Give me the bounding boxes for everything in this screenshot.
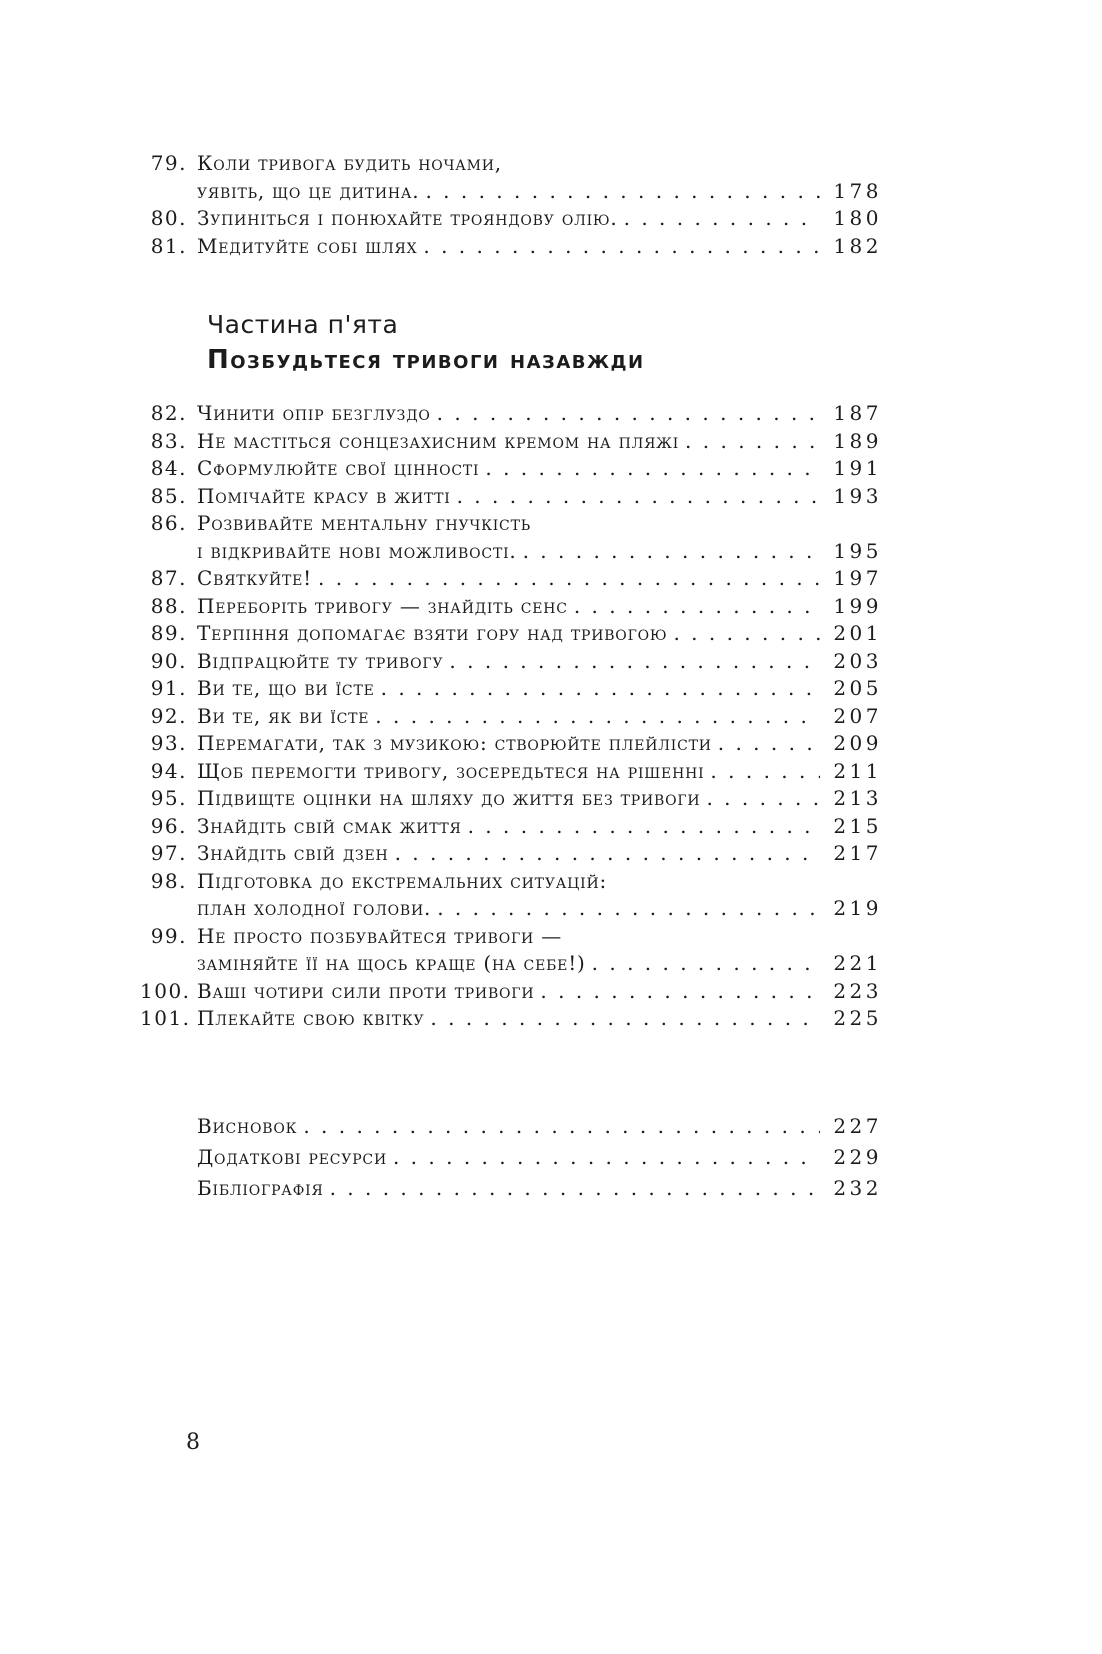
dot-leader [624, 205, 820, 233]
dot-leader [540, 978, 820, 1006]
toc-entry-number: 92. [150, 703, 187, 728]
dot-leader [718, 730, 820, 758]
toc-entry-page: 215 [833, 813, 882, 838]
toc-entry-page: 203 [833, 648, 882, 673]
toc-entry-page: 187 [833, 401, 882, 425]
toc-entry-number: 95. [150, 786, 187, 810]
toc-entry-line [140, 1111, 882, 1142]
toc-entry-line [140, 565, 882, 593]
toc-entry-title: Коли тривога будить ночами, [197, 151, 502, 175]
toc-entry-page: 217 [833, 841, 882, 865]
toc-entry-title: Додаткові ресурси [197, 1144, 387, 1169]
dot-leader [574, 593, 820, 621]
dot-leader [710, 758, 820, 786]
dot-leader [592, 950, 820, 978]
toc-entry-page: 213 [833, 786, 882, 810]
toc-entry-title: Щоб перемогти тривогу, зосередьтеся на рішенні [197, 758, 705, 783]
toc-entry-number: 82. [150, 401, 187, 425]
dot-leader [375, 703, 820, 731]
dot-leader [485, 455, 820, 483]
toc-entry-page: 180 [833, 206, 882, 230]
toc-entry-title: Перемагати, так з музикою: створюйте плейлісти [197, 731, 712, 755]
toc-entry-line [140, 483, 882, 511]
toc-entry-title: Помічайте красу в житті [197, 483, 451, 508]
toc-entry-number: 87. [150, 566, 187, 590]
toc-entry-line [140, 895, 882, 923]
toc-section-part-five [140, 400, 882, 1033]
toc-entry-line [140, 1005, 882, 1033]
toc-entry-number: 96. [150, 813, 187, 838]
toc-entry-line [140, 840, 882, 868]
toc-entry-line [140, 813, 882, 841]
toc-entry-line [140, 178, 882, 206]
toc-entry-title: Медитуйте собі шлях [197, 233, 418, 258]
toc-entry-line [140, 593, 882, 621]
toc-entry-title: уявіть, що це дитина. [197, 178, 420, 203]
toc-entry-number: 89. [150, 621, 187, 645]
toc-entry-line [140, 428, 882, 456]
toc-entry-page: 189 [833, 428, 882, 453]
toc-entry-number: 97. [150, 841, 187, 865]
toc-entry-number: 99. [150, 923, 187, 948]
toc-entry-number: 85. [150, 483, 187, 508]
toc-entry-page: 193 [833, 483, 882, 508]
toc-entry-number: 88. [150, 593, 187, 618]
toc-entry-line [140, 1173, 882, 1204]
toc-entry-title: заміняйте її на щось краще (на себе!) [197, 951, 586, 975]
toc-entry-title: Відпрацюйте ту тривогу [197, 648, 444, 673]
part-kicker: Частина п'ята [207, 310, 399, 339]
toc-entry-number: 93. [150, 731, 187, 755]
toc-entry-line [140, 205, 882, 233]
dot-leader [430, 1005, 820, 1033]
toc-entry-title: Святкуйте! [197, 566, 312, 590]
toc-entry-title: Сформулюйте свої цінності [197, 456, 480, 480]
dot-leader [449, 648, 820, 676]
toc-entry-title: Ви те, що ви їсте [197, 676, 375, 700]
dot-leader [318, 565, 820, 593]
dot-leader [423, 233, 820, 261]
dot-leader [437, 400, 820, 428]
toc-entry-page: 221 [833, 951, 882, 975]
part-heading [207, 308, 882, 378]
dot-leader [685, 428, 820, 456]
toc-entry-line [140, 1142, 882, 1173]
toc-entry-page: 182 [833, 233, 882, 258]
toc-entry-title: Терпіння допомагає взяти гору над тривогою [197, 621, 668, 645]
toc-entry-page: 199 [833, 593, 882, 618]
toc-entry-title: Висновок [197, 1113, 298, 1138]
toc-entry-page: 229 [833, 1144, 882, 1169]
toc-entry-line [140, 620, 882, 648]
dot-leader [673, 620, 820, 648]
toc-entry-number: 90. [150, 648, 187, 673]
toc-entry-number: 83. [150, 428, 187, 453]
toc-entry-title: Підвищте оцінки на шляху до життя без тривоги [197, 786, 701, 810]
toc-entry-title: Переборіть тривогу — знайдіть сенс [197, 593, 568, 618]
toc-entry-page: 197 [833, 566, 882, 590]
toc-entry-title: Бібліографія [197, 1175, 324, 1200]
toc-entry-line [140, 675, 882, 703]
part-title: Позбудьтеся тривоги назавжди [207, 345, 645, 375]
toc-entry-page: 232 [833, 1175, 882, 1200]
toc-entry-page: 178 [833, 178, 882, 203]
toc-entry-line [140, 510, 882, 538]
toc-entry-line [140, 400, 882, 428]
toc-entry-title: Знайдіть свій смак життя [197, 813, 462, 838]
toc-entry-title: план холодної голови. [197, 896, 432, 920]
toc-entry-page: 211 [833, 758, 882, 783]
toc-entry-number: 98. [150, 868, 187, 893]
toc-entry-title: Розвивайте ментальну гнучкість [197, 511, 531, 535]
toc-entry-number: 81. [150, 233, 187, 258]
toc-entry-page: 191 [833, 456, 882, 480]
toc-entry-page: 227 [833, 1113, 882, 1138]
toc-entry-title: і відкривайте нові можливості. [197, 538, 517, 563]
toc-entry-line [140, 150, 882, 178]
toc-entry-number: 84. [150, 456, 187, 480]
toc-entry-page: 223 [833, 978, 882, 1003]
toc-entry-number: 79. [150, 151, 187, 175]
dot-leader [457, 483, 820, 511]
dot-leader [468, 813, 820, 841]
toc-entry-line [140, 923, 882, 951]
page-number: 8 [186, 1430, 201, 1455]
toc-content [140, 150, 882, 1204]
dot-leader [395, 840, 820, 868]
toc-entry-number: 91. [150, 676, 187, 700]
toc-entry-title: Не мастіться сонцезахисним кремом на пляжі [197, 428, 680, 453]
toc-entry-title: Зупиніться і понюхайте трояндову олію. [197, 206, 618, 230]
dot-leader [523, 538, 820, 566]
toc-entry-line [140, 648, 882, 676]
toc-entry-page: 205 [833, 676, 882, 700]
toc-entry-page: 219 [833, 896, 882, 920]
toc-entry-title: Ваші чотири сили проти тривоги [197, 978, 535, 1003]
toc-section-top [140, 150, 882, 260]
dot-leader [706, 785, 820, 813]
toc-entry-title: Підготовка до екстремальних ситуацій: [197, 868, 608, 893]
toc-entry-line [140, 455, 882, 483]
dot-leader [381, 675, 820, 703]
toc-entry-line [140, 758, 882, 786]
toc-entry-page: 209 [833, 731, 882, 755]
toc-entry-line [140, 730, 882, 758]
toc-entry-line [140, 538, 882, 566]
toc-entry-page: 201 [833, 621, 882, 645]
toc-entry-title: Знайдіть свій дзен [197, 841, 389, 865]
toc-entry-number: 94. [150, 758, 187, 783]
toc-entry-title: Плекайте свою квітку [197, 1006, 425, 1030]
toc-entry-title: Не просто позбувайтеся тривоги — [197, 923, 563, 948]
toc-entry-title: Чинити опір безглуздо [197, 401, 431, 425]
toc-entry-line [140, 978, 882, 1006]
toc-entry-line [140, 950, 882, 978]
toc-entry-line [140, 868, 882, 896]
dot-leader [303, 1111, 820, 1142]
toc-entry-number: 100. [140, 978, 191, 1003]
toc-entry-page: 225 [833, 1006, 882, 1030]
toc-entry-line [140, 703, 882, 731]
dot-leader [437, 895, 820, 923]
toc-entry-page: 207 [833, 703, 882, 728]
toc-entry-line [140, 233, 882, 261]
toc-section-backmatter [140, 1111, 882, 1204]
toc-entry-line [140, 785, 882, 813]
toc-entry-number: 86. [150, 511, 187, 535]
toc-entry-number: 80. [150, 206, 187, 230]
toc-entry-title: Ви те, як ви їсте [197, 703, 370, 728]
toc-entry-page: 195 [833, 538, 882, 563]
dot-leader [393, 1142, 820, 1173]
toc-entry-number: 101. [140, 1006, 191, 1030]
dot-leader [425, 178, 820, 206]
dot-leader [330, 1173, 820, 1204]
